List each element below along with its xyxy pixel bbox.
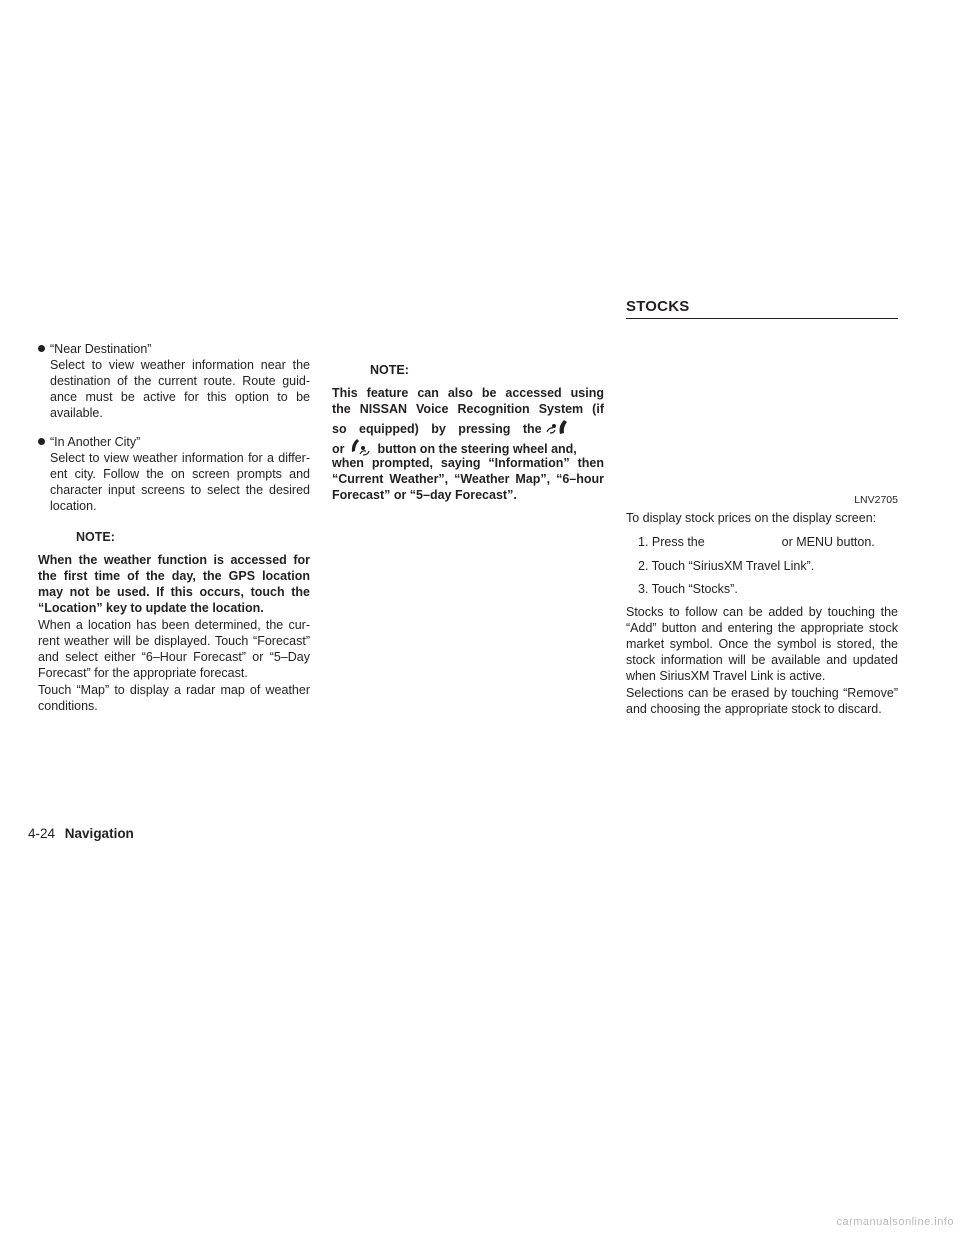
page-number: 4-24	[28, 826, 56, 841]
paragraph: Touch “Map” to display a radar map of weather conditions.	[38, 683, 310, 713]
note-line-with-icon	[332, 418, 604, 440]
note-text: button on the steering wheel and,	[377, 442, 577, 456]
note-text: so equipped) by pressing the	[332, 422, 542, 436]
bullet-text: Select to view weather information for a differ-ent city. Follow the on screen prompts and character input screens to select the desired location.	[50, 451, 310, 513]
note-label: NOTE:	[370, 363, 409, 377]
step-text: or MENU button.	[781, 535, 875, 549]
step-3: 3. Touch “Stocks”.	[638, 582, 738, 596]
paragraph: Selections can be erased by touching “Remove” and choosing the appropriate stock to discard.	[626, 686, 898, 716]
talk-phone-icon	[545, 418, 571, 440]
step-1	[638, 534, 875, 550]
note-text: When the weather function is accessed for the first time of the day, the GPS location may not be used. If this occurs, touch the “Location” key to update the location.	[38, 553, 310, 615]
bullet-near-destination	[38, 341, 310, 421]
note-line: the NISSAN Voice Recognition System (if	[332, 402, 604, 416]
note-line-with-icon	[332, 438, 604, 456]
page-footer	[28, 826, 134, 842]
step-2: 2. Touch “SiriusXM Travel Link”.	[638, 559, 815, 573]
bullet-in-another-city	[38, 434, 310, 514]
intro-text: To display stock prices on the display screen:	[626, 511, 877, 525]
bullet-dot-icon	[38, 345, 45, 352]
bullet-title: “In Another City”	[50, 435, 141, 449]
section-divider	[626, 318, 898, 319]
bullet-text: Select to view weather information near the destination of the current route. Route guid-ance must be active for this option to be available.	[50, 358, 310, 420]
bullet-dot-icon	[38, 438, 45, 445]
note-line: This feature can also be accessed using	[332, 386, 604, 400]
paragraph: When a location has been determined, the cur-rent weather will be displayed. Touch “Forecast” and select either “6–Hour Forecast” or “5–Day Forecast” for the appropriate forecast.	[38, 618, 310, 680]
paragraph: Stocks to follow can be added by touching the “Add” button and entering the appropriate stock market symbol. Once the symbol is stored, the stock information will be available and updated when SiriusXM Travel Link is active.	[626, 605, 898, 683]
figure-code: LNV2705	[854, 494, 898, 506]
step-text: 1. Press the	[638, 535, 705, 549]
watermark: carmanualsonline.info	[836, 1216, 954, 1228]
note-text: or	[332, 442, 345, 456]
footer-section: Navigation	[64, 826, 134, 841]
note-text: when prompted, saying “Information” then “Current Weather”, “Weather Map”, “6–hour Forecast” or “5–day Forecast”.	[332, 456, 604, 502]
section-title: STOCKS	[626, 298, 690, 315]
note-label: NOTE:	[76, 530, 115, 544]
bullet-title: “Near Destination”	[50, 342, 152, 356]
